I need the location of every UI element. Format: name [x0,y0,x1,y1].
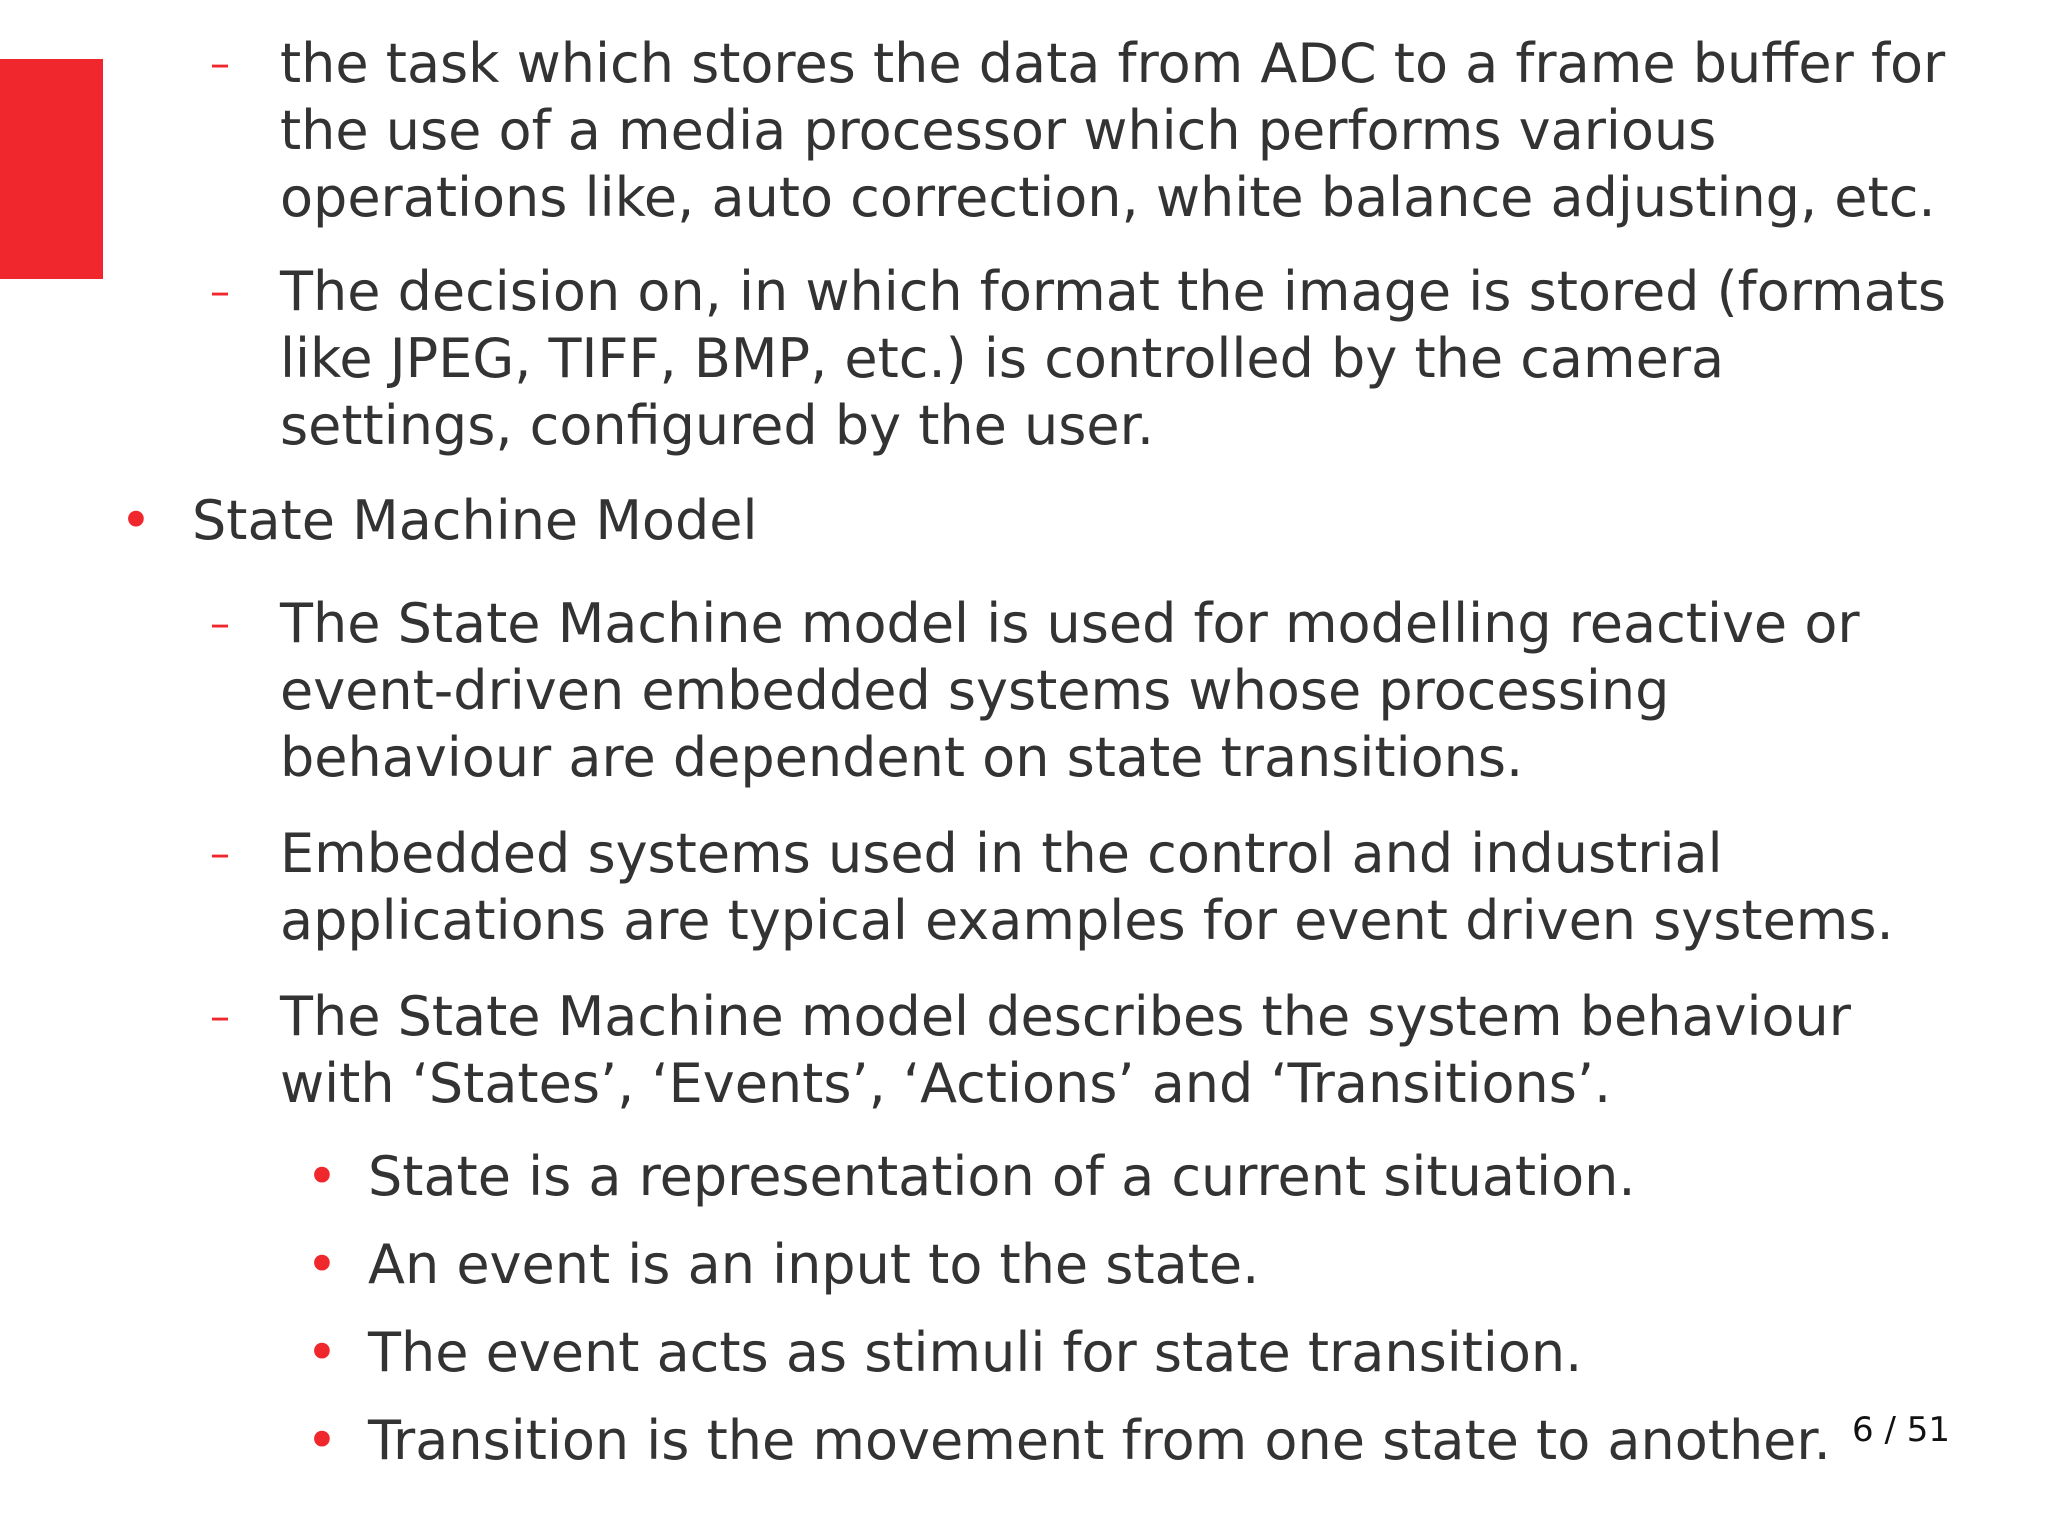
dash-marker: – [210,41,230,87]
sub-item-line: operations like, auto correction, white balance adjusting, etc. [280,166,1936,229]
bullet-marker: • [306,1233,338,1296]
page-number: 6 / 51 [1852,1410,1950,1450]
sub-item-line: The State Machine model is used for modelling reactive or [280,592,1860,655]
sub-bullet-text: Transition is the movement from one state to another. [368,1409,1831,1472]
sub-item-line: event-driven embedded systems whose processing [280,659,1670,722]
sub-item-line: the use of a media processor which performs various [280,99,1717,162]
dash-marker: – [210,831,230,877]
sub-item-line: behaviour are dependent on state transitions. [280,726,1524,789]
bullet-marker: • [306,1321,338,1384]
bullet-marker: • [120,489,152,552]
bullet-heading: State Machine Model [192,489,758,552]
sub-item-line: The State Machine model describes the system behaviour [280,985,1851,1048]
dash-marker: – [210,994,230,1040]
dash-marker: – [210,269,230,315]
dash-marker: – [210,601,230,647]
sub-item-line: with ‘States’, ‘Events’, ‘Actions’ and ‘Transitions’. [280,1052,1612,1115]
bullet-marker: • [306,1145,338,1208]
sub-item-line: Embedded systems used in the control and industrial [280,822,1723,885]
sub-item-line: like JPEG, TIFF, BMP, etc.) is controlled by the camera [280,327,1725,390]
sub-item-line: The decision on, in which format the image is stored (formats [280,260,1946,323]
bullet-marker: • [306,1409,338,1472]
sub-item-line: the task which stores the data from ADC to a frame buffer for [280,32,1946,95]
sub-bullet-text: State is a representation of a current situation. [368,1145,1636,1208]
sub-bullet-text: The event acts as stimuli for state transition. [368,1321,1583,1384]
sub-item-line: applications are typical examples for event driven systems. [280,889,1894,952]
sub-bullet-text: An event is an input to the state. [368,1233,1260,1296]
sub-item-line: settings, configured by the user. [280,394,1154,457]
